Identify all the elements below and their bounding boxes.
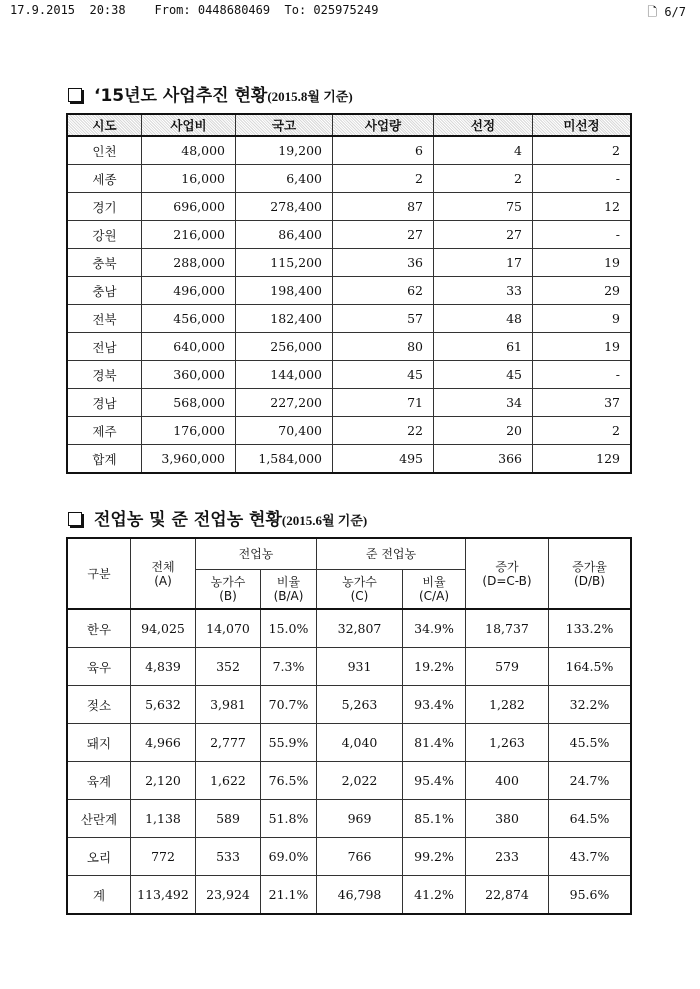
table-cell: 19,200 [236, 136, 333, 165]
table-cell: 113,492 [131, 876, 196, 915]
section1-heading [68, 81, 353, 106]
table-row [67, 838, 631, 876]
col-header: 구분 [67, 538, 131, 609]
table-row [67, 389, 631, 417]
table-cell: 22 [333, 417, 434, 445]
col-header-label: 비율 [276, 574, 301, 589]
table-cell: 4,839 [131, 648, 196, 686]
table-cell: 640,000 [142, 333, 236, 361]
table-cell: 6,400 [236, 165, 333, 193]
table-cell: 80 [333, 333, 434, 361]
table-cell: 4 [434, 136, 533, 165]
table-cell: 366 [434, 445, 533, 474]
row-label: 충남 [67, 277, 142, 305]
table-row [67, 305, 631, 333]
table-cell: 19 [533, 249, 632, 277]
table-cell: 2,022 [317, 762, 403, 800]
table-cell: 456,000 [142, 305, 236, 333]
col-header-label: 증가율 [572, 559, 607, 574]
table-cell: 99.2% [403, 838, 466, 876]
table-cell: 95.6% [549, 876, 632, 915]
col-header: 선정 [434, 114, 533, 136]
table-cell: 70.7% [261, 686, 317, 724]
table-row [67, 221, 631, 249]
table-row [67, 876, 631, 915]
table-cell: 2 [533, 136, 632, 165]
table-cell: 94,025 [131, 609, 196, 648]
col-header-sub: (D/B) [574, 573, 605, 588]
row-label: 경기 [67, 193, 142, 221]
table-cell: 176,000 [142, 417, 236, 445]
table-cell: 19 [533, 333, 632, 361]
table-cell: 2 [434, 165, 533, 193]
col-header-label: 농가수 [342, 574, 377, 589]
table-cell: 4,966 [131, 724, 196, 762]
table-row [67, 648, 631, 686]
table-row [67, 762, 631, 800]
table-cell: 51.8% [261, 800, 317, 838]
table-cell: 4,040 [317, 724, 403, 762]
fax-page-number: 6/7 [664, 5, 686, 19]
col-header: 국고 [236, 114, 333, 136]
table-cell: 227,200 [236, 389, 333, 417]
table-cell: 75 [434, 193, 533, 221]
checkbox-square-icon [68, 512, 82, 526]
table-cell: 32,807 [317, 609, 403, 648]
table-cell: 133.2% [549, 609, 632, 648]
table-cell: 3,960,000 [142, 445, 236, 474]
table-cell: 495 [333, 445, 434, 474]
col-header-sub: (B) [219, 588, 237, 603]
table-cell: 256,000 [236, 333, 333, 361]
row-label: 경북 [67, 361, 142, 389]
section1-subtitle: (2015.8월 기준) [267, 89, 353, 104]
col-header-sub: (C) [350, 588, 369, 603]
table-cell: 1,584,000 [236, 445, 333, 474]
table-cell: 233 [466, 838, 549, 876]
table-cell: 41.2% [403, 876, 466, 915]
table-cell: 46,798 [317, 876, 403, 915]
col-header: 미선정 [533, 114, 632, 136]
table-cell: 6 [333, 136, 434, 165]
col-group-header: 전업농 [196, 538, 317, 569]
table-cell: 71 [333, 389, 434, 417]
table-cell: 33 [434, 277, 533, 305]
col-header-sub: (C/A) [419, 588, 449, 603]
table-cell: 3,981 [196, 686, 261, 724]
table-row [67, 445, 631, 474]
table-cell: 352 [196, 648, 261, 686]
col-header [317, 569, 403, 609]
table-cell: 7.3% [261, 648, 317, 686]
col-header-label: 비율 [422, 574, 446, 589]
table-cell: 23,924 [196, 876, 261, 915]
col-header-label: 전체 [151, 559, 175, 574]
table-cell: 29 [533, 277, 632, 305]
row-label: 제주 [67, 417, 142, 445]
table-cell: 589 [196, 800, 261, 838]
table-cell: 18,737 [466, 609, 549, 648]
table-cell: 400 [466, 762, 549, 800]
col-header-sub: (A) [154, 573, 172, 588]
table-cell: 496,000 [142, 277, 236, 305]
table-cell: 22,874 [466, 876, 549, 915]
col-header-sub: (D=C-B) [482, 573, 532, 588]
table-row [67, 136, 631, 165]
table-cell: 85.1% [403, 800, 466, 838]
row-label: 오리 [67, 838, 131, 876]
col-header: 사업량 [333, 114, 434, 136]
table-cell: 182,400 [236, 305, 333, 333]
table-cell: 696,000 [142, 193, 236, 221]
col-header-label: 농가수 [210, 574, 246, 589]
table-cell: 55.9% [261, 724, 317, 762]
table-cell: 86,400 [236, 221, 333, 249]
project-status-table [66, 113, 632, 474]
row-label: 육계 [67, 762, 131, 800]
table-cell: 48 [434, 305, 533, 333]
table-cell: 19.2% [403, 648, 466, 686]
table-cell: 1,263 [466, 724, 549, 762]
table-cell: 27 [333, 221, 434, 249]
table-row [67, 193, 631, 221]
table-cell: 969 [317, 800, 403, 838]
table-cell: 9 [533, 305, 632, 333]
table-row [67, 609, 631, 648]
table-cell: 87 [333, 193, 434, 221]
table-cell: 144,000 [236, 361, 333, 389]
table-cell: 62 [333, 277, 434, 305]
table-cell: 45 [434, 361, 533, 389]
table-cell: 24.7% [549, 762, 632, 800]
row-label: 한우 [67, 609, 131, 648]
table-cell: - [533, 221, 632, 249]
table-cell: - [533, 165, 632, 193]
table-cell: 115,200 [236, 249, 333, 277]
table-cell: 27 [434, 221, 533, 249]
table-cell: 81.4% [403, 724, 466, 762]
table-cell: 2,777 [196, 724, 261, 762]
table-cell: 772 [131, 838, 196, 876]
table-cell: 533 [196, 838, 261, 876]
section2-subtitle: (2015.6월 기준) [281, 513, 368, 528]
row-label: 전북 [67, 305, 142, 333]
table-cell: 568,000 [142, 389, 236, 417]
table-cell: 1,282 [466, 686, 549, 724]
row-label: 경남 [67, 389, 142, 417]
table-cell: 36 [333, 249, 434, 277]
table-cell: 17 [434, 249, 533, 277]
table-cell: 64.5% [549, 800, 632, 838]
table-row [67, 249, 631, 277]
table-cell: 579 [466, 648, 549, 686]
table-cell: 12 [533, 193, 632, 221]
table-cell: 43.7% [549, 838, 632, 876]
table-cell: - [533, 361, 632, 389]
row-label: 산란계 [67, 800, 131, 838]
col-header-sub: (B/A) [273, 588, 304, 603]
col-header-label: 증가 [495, 559, 519, 574]
row-label: 합계 [67, 445, 142, 474]
table-cell: 198,400 [236, 277, 333, 305]
table-row [67, 361, 631, 389]
table-cell: 380 [466, 800, 549, 838]
table-cell: 32.2% [549, 686, 632, 724]
row-label: 강원 [67, 221, 142, 249]
row-label: 전남 [67, 333, 142, 361]
row-label: 세종 [67, 165, 142, 193]
table-cell: 2 [533, 417, 632, 445]
table-cell: 93.4% [403, 686, 466, 724]
table-row [67, 277, 631, 305]
table-row [67, 333, 631, 361]
table-row [67, 165, 631, 193]
col-header [403, 569, 466, 609]
table-cell: 45.5% [549, 724, 632, 762]
section2-title: 전업농 및 준 전업농 현황 [94, 510, 282, 530]
table-cell: 70,400 [236, 417, 333, 445]
row-label: 인천 [67, 136, 142, 165]
table-cell: 57 [333, 305, 434, 333]
fax-page-indicator [647, 3, 686, 24]
table-cell: 95.4% [403, 762, 466, 800]
col-header [466, 538, 549, 609]
table-cell: 5,263 [317, 686, 403, 724]
row-label: 계 [67, 876, 131, 915]
col-header [196, 569, 261, 609]
table-cell: 21.1% [261, 876, 317, 915]
table-cell: 34.9% [403, 609, 466, 648]
table-cell: 76.5% [261, 762, 317, 800]
table-cell: 34 [434, 389, 533, 417]
table-cell: 288,000 [142, 249, 236, 277]
checkbox-square-icon [68, 88, 82, 102]
table-cell: 2,120 [131, 762, 196, 800]
col-header [261, 569, 317, 609]
table-cell: 15.0% [261, 609, 317, 648]
col-group-header: 준 전업농 [317, 538, 466, 569]
table-row [67, 686, 631, 724]
table-header-row [67, 538, 631, 569]
section1-title: ‘15년도 사업추진 현황 [94, 86, 268, 106]
col-header [131, 538, 196, 609]
table-cell: 931 [317, 648, 403, 686]
table-cell: 766 [317, 838, 403, 876]
table-cell: 69.0% [261, 838, 317, 876]
table-cell: 360,000 [142, 361, 236, 389]
table-cell: 45 [333, 361, 434, 389]
table-cell: 16,000 [142, 165, 236, 193]
table-cell: 129 [533, 445, 632, 474]
table-cell: 37 [533, 389, 632, 417]
fulltime-farm-table [66, 537, 632, 915]
table-cell: 48,000 [142, 136, 236, 165]
table-row [67, 724, 631, 762]
table-cell: 14,070 [196, 609, 261, 648]
table-cell: 216,000 [142, 221, 236, 249]
col-header: 사업비 [142, 114, 236, 136]
page-icon: 🗋 [647, 5, 658, 19]
table-cell: 5,632 [131, 686, 196, 724]
table-header-row [67, 114, 631, 136]
table-cell: 61 [434, 333, 533, 361]
table-row [67, 417, 631, 445]
row-label: 돼지 [67, 724, 131, 762]
table-cell: 278,400 [236, 193, 333, 221]
table-row [67, 800, 631, 838]
row-label: 육우 [67, 648, 131, 686]
row-label: 젖소 [67, 686, 131, 724]
table-cell: 20 [434, 417, 533, 445]
section2-heading [68, 505, 367, 530]
col-header: 시도 [67, 114, 142, 136]
col-header [549, 538, 632, 609]
table-cell: 1,622 [196, 762, 261, 800]
table-cell: 1,138 [131, 800, 196, 838]
table-cell: 164.5% [549, 648, 632, 686]
fax-header [0, 0, 700, 22]
row-label: 충북 [67, 249, 142, 277]
table-cell: 2 [333, 165, 434, 193]
fax-transmission-info: 17.9.2015 20:38 From: 0448680469 To: 025975249 [10, 3, 379, 17]
